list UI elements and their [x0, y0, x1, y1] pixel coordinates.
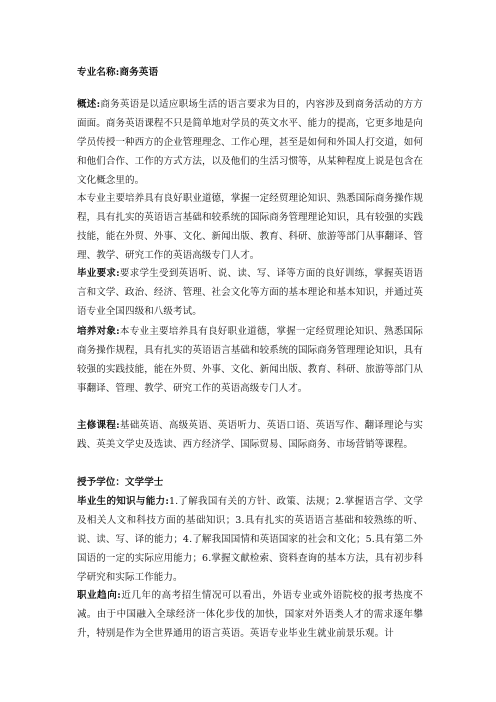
training-goals-paragraph — [77, 323, 423, 399]
main-courses-text: 基础英语、高级英语、英语听力、英语口语、英语写作、翻译理论与实践、英美文学史及选读、西方经济学、国际贸易、国际商务、市场营销等课程。 — [77, 420, 423, 450]
main-courses-label: 主修课程: — [77, 420, 120, 431]
training-goals-label: 培养对象: — [77, 326, 120, 337]
overview-label: 概述: — [77, 99, 101, 110]
degree-paragraph — [77, 474, 423, 493]
document-title: 专业名称:商务英语 — [77, 67, 159, 78]
degree-label: 授予学位：文学学士 — [77, 477, 164, 488]
overview-text: 商务英语是以适应职场生活的语言要求为目的，内容涉及到商务活动的方方面面。商务英语课程不只是简单地对学员的英文水平、能力的提高，它更多地是向学员传授一种西方的企业管理理念、工作心理，甚至是如何和外国人打交道，如何和他们合作、工作的方式方法，以及他们的生活习惯等，从某种程度上说是包含在文化概念里的。 — [77, 99, 423, 186]
training-goals-text: 本专业主要培养具有良好职业道德，掌握一定经贸理论知识、熟悉国际商务操作规程，具有扎实的英语语言基础和较系统的国际商务管理理论知识，具有较强的实践技能，能在外贸、外事、文化、新闻出版、教育、科研、旅游等部门从事翻译、管理、教学、研究工作的英语高级专门人才。 — [77, 326, 423, 394]
knowledge-abilities-paragraph — [77, 493, 423, 588]
knowledge-abilities-text: 1.了解我国有关的方针、政策、法规；2.掌握语言学、文学及相关人文和科技方面的基础知识；3.具有扎实的英语语言基础和较熟练的听、说、读、写、译的能力；4.了解我国国情和英语国家的社会和文化；5.具有第二外国语的一定的实际应用能力；6.掌握文献检索、资料查询的基本方法，具有初步科学研究和实际工作能力。 — [77, 496, 423, 583]
career-trends-paragraph — [77, 587, 423, 644]
career-trends-text: 近几年的高考招生情况可以看出，外语专业或外语院校的报考热度不减。由于中国融入全球经济一体化步伐的加快，国家对外语类人才的需求逐年攀升，特别是作为全世界通用的语言英语。英语专业毕业生就业前景乐观。计 — [77, 590, 423, 639]
career-trends-label: 职业趋向: — [77, 590, 121, 601]
intro-paragraph — [77, 190, 423, 266]
graduation-requirements-paragraph — [77, 265, 423, 322]
graduation-requirements-text: 要求学生受到英语听、说、读、写、译等方面的良好训练，掌握英语语言和文学、政治、经济、管理、社会文化等方面的基本理论和基本知识，并通过英语专业全国四级和八级考试。 — [77, 268, 423, 317]
knowledge-abilities-label: 毕业生的知识与能力: — [77, 496, 169, 507]
intro-text: 本专业主要培养具有良好职业道德，掌握一定经贸理论知识、熟悉国际商务操作规程，具有扎实的英语语言基础和较系统的国际商务管理理论知识，具有较强的实践技能，能在外贸、外事、文化、新闻出版、教育、科研、旅游等部门从事翻译、管理、教学、研究工作的英语高级专门人才。 — [77, 193, 423, 261]
graduation-requirements-label: 毕业要求: — [77, 268, 120, 279]
overview-paragraph — [77, 96, 423, 191]
main-courses-paragraph — [77, 417, 423, 455]
